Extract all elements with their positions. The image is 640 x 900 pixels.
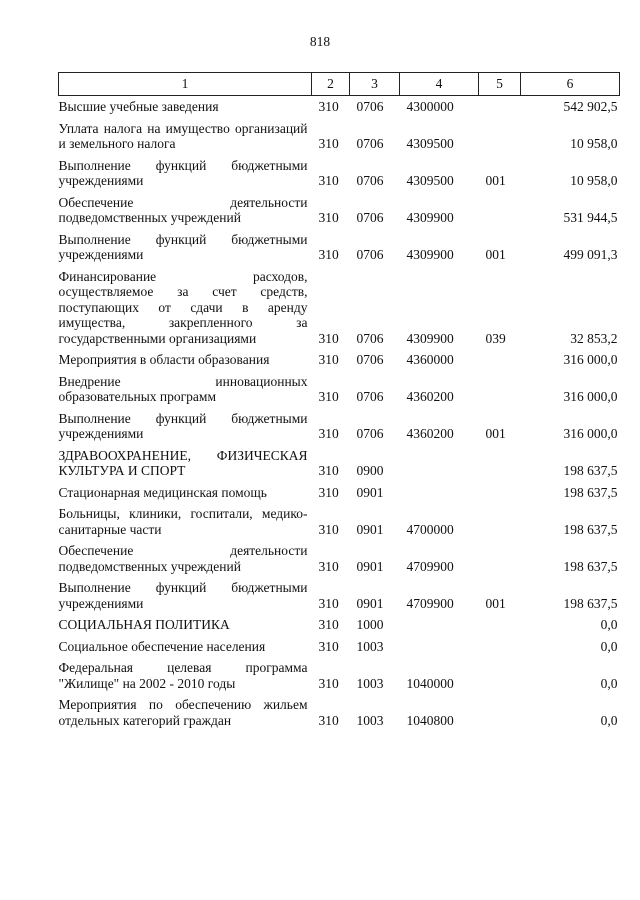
row-amount: 531 944,5 [563,210,618,225]
row-expense-type [479,96,521,115]
row-section-code: 0706 [356,330,384,346]
row-expense-type: 001 [485,247,506,262]
row-name: Внедрение инновационных образовательных программ [58,373,308,404]
table-row [59,368,620,405]
row-expense-type: 039 [485,330,506,346]
table-row [59,442,620,479]
table-header [59,73,620,96]
row-expense-type [479,537,521,574]
row-expense-type [479,500,521,537]
page-number: 818 [309,34,331,49]
table-row [59,226,620,263]
table-row [59,691,620,728]
table-row [59,479,620,501]
row-admin-code: 310 [318,210,339,225]
row-admin-code: 310 [318,247,339,262]
row-name: Федеральная целевая программа "Жилище" на 2002 - 2010 годы [58,660,308,691]
table-header-row [59,73,620,96]
row-admin-code: 310 [318,484,339,500]
row-expense-type: 001 [485,595,506,611]
row-admin-code: 310 [318,675,339,691]
row-section-code: 0706 [356,210,384,225]
header-col-3: 3 [350,73,400,96]
row-name: Выполнение функций бюджетными учреждениями [58,231,308,262]
row-expense-type [479,346,521,368]
row-expense-type [479,442,521,479]
table-row [59,346,620,368]
row-expense-type [479,115,521,152]
row-admin-code: 310 [318,521,339,537]
row-target-code: 1040000 [406,675,454,691]
row-name: Мероприятия в области образования [58,352,270,367]
row-amount: 198 637,5 [563,595,618,611]
row-amount: 10 958,0 [570,136,618,151]
budget-table [58,72,620,728]
table-row [59,96,620,115]
row-expense-type [479,691,521,728]
row-amount: 316 000,0 [563,389,618,404]
row-section-code: 1000 [356,617,384,632]
row-amount: 0,0 [600,675,618,691]
table-row [59,405,620,442]
row-amount: 198 637,5 [563,484,618,500]
row-amount: 0,0 [600,638,618,654]
table-row [59,115,620,152]
row-name: Финансирование расходов, осуществляемое за счет средств, поступающих от сдачи в аренду имущества, закрепленного за государственными организациями [58,268,308,346]
row-amount: 316 000,0 [563,426,618,441]
row-amount: 0,0 [600,617,618,632]
row-admin-code: 310 [318,99,339,114]
table-body [59,96,620,729]
header-col-5: 5 [479,73,521,96]
row-section-code: 0706 [356,173,384,188]
row-target-code: 4360200 [406,389,454,404]
row-name: Обеспечение деятельности подведомственных учреждений [58,194,308,225]
row-amount: 10 958,0 [570,173,618,188]
header-col-1: 1 [59,73,312,96]
row-section-code: 1003 [356,675,384,691]
row-name: СОЦИАЛЬНАЯ ПОЛИТИКА [58,617,230,632]
table-row [59,611,620,633]
row-section-code: 0706 [356,389,384,404]
row-section-code: 0901 [356,484,384,500]
table-row [59,152,620,189]
row-name: ЗДРАВООХРАНЕНИЕ, ФИЗИЧЕСКАЯ КУЛЬТУРА И СПОРТ [58,447,308,478]
row-expense-type: 001 [485,173,506,188]
row-admin-code: 310 [318,389,339,404]
row-admin-code: 310 [318,463,339,478]
row-section-code: 0706 [356,99,384,114]
row-amount: 542 902,5 [563,99,618,114]
row-admin-code: 310 [318,136,339,151]
row-target-code: 4309900 [406,210,454,225]
row-target-code: 4709900 [406,558,454,574]
table-row [59,263,620,347]
row-target-code: 4700000 [406,521,454,537]
row-target-code [400,611,479,633]
row-admin-code: 310 [318,595,339,611]
row-section-code: 0900 [356,463,384,478]
row-admin-code: 310 [318,173,339,188]
row-section-code: 0901 [356,521,384,537]
row-admin-code: 310 [318,558,339,574]
row-target-code: 1040800 [406,712,454,728]
row-name: Выполнение функций бюджетными учреждениями [58,410,308,441]
row-expense-type [479,189,521,226]
row-expense-type: 001 [485,426,506,441]
row-target-code: 4309900 [406,330,454,346]
row-target-code: 4360200 [406,426,454,441]
row-section-code: 0706 [356,352,384,367]
row-target-code [400,442,479,479]
row-amount: 198 637,5 [563,521,618,537]
row-amount: 0,0 [600,712,618,728]
header-col-2: 2 [312,73,350,96]
row-amount: 198 637,5 [563,558,618,574]
row-name: Социальное обеспечение населения [58,638,266,654]
row-name: Мероприятия по обеспечению жильем отдельных категорий граждан [58,697,308,728]
row-expense-type [479,368,521,405]
row-amount: 198 637,5 [563,463,618,478]
table-row [59,537,620,574]
row-name: Выполнение функций бюджетными учреждениями [58,580,308,611]
row-expense-type [479,633,521,655]
row-admin-code: 310 [318,330,339,346]
row-expense-type [479,654,521,691]
row-section-code: 1003 [356,712,384,728]
table-row [59,574,620,611]
row-target-code: 4709900 [406,595,454,611]
row-admin-code: 310 [318,352,339,367]
row-target-code [400,633,479,655]
row-section-code: 0706 [356,247,384,262]
row-name: Обеспечение деятельности подведомственных учреждений [58,543,308,574]
header-col-6: 6 [521,73,620,96]
table-row [59,633,620,655]
table-row [59,654,620,691]
row-admin-code: 310 [318,617,339,632]
row-section-code: 1003 [356,638,384,654]
row-admin-code: 310 [318,638,339,654]
row-name: Стационарная медицинская помощь [58,484,267,500]
row-name: Больницы, клиники, госпитали, медико-санитарные части [58,506,308,537]
row-target-code: 4300000 [406,99,454,114]
row-target-code: 4309500 [406,173,454,188]
row-target-code: 4309500 [406,136,454,151]
header-col-4: 4 [400,73,479,96]
row-amount: 316 000,0 [563,352,618,367]
row-expense-type [479,611,521,633]
row-target-code: 4360000 [406,352,454,367]
row-amount: 499 091,3 [563,247,618,262]
row-admin-code: 310 [318,426,339,441]
row-name: Выполнение функций бюджетными учреждениями [58,157,308,188]
row-admin-code: 310 [318,712,339,728]
row-section-code: 0706 [356,136,384,151]
row-section-code: 0706 [356,426,384,441]
row-amount: 32 853,2 [570,330,618,346]
row-name: Уплата налога на имущество организаций и земельного налога [58,120,308,151]
table-row [59,189,620,226]
row-target-code [400,479,479,501]
row-section-code: 0901 [356,558,384,574]
row-name: Высшие учебные заведения [58,99,219,114]
row-expense-type [479,479,521,501]
table-row [59,500,620,537]
row-target-code: 4309900 [406,247,454,262]
row-section-code: 0901 [356,595,384,611]
